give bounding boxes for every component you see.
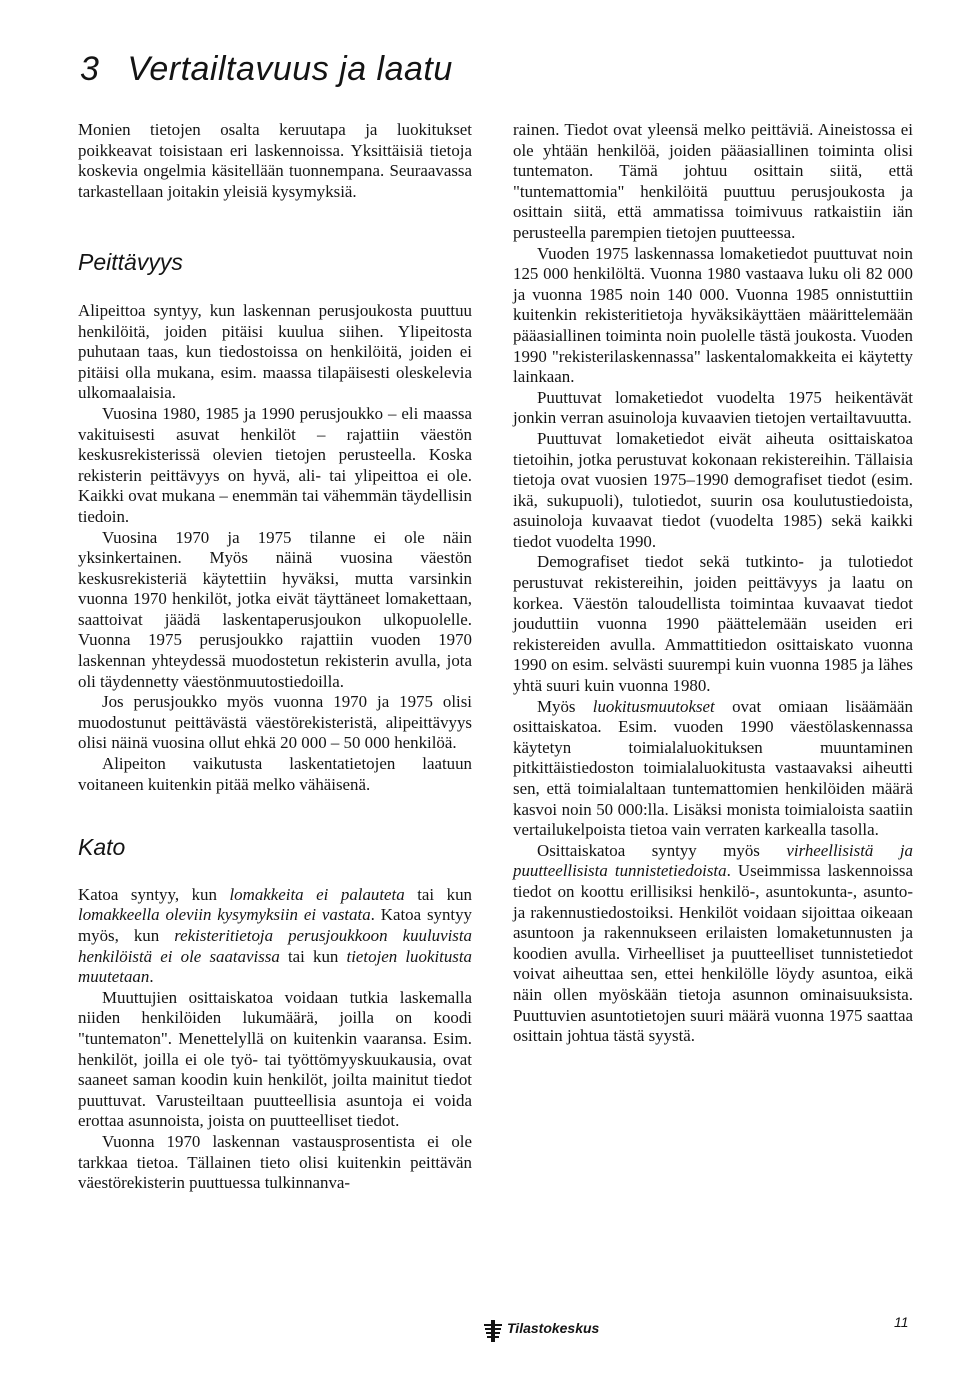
paragraph [513,697,913,841]
tilastokeskus-logo-icon [484,1320,502,1342]
text-run: . Katoa syntyy myös, kun [78,905,473,945]
left-column [78,120,472,1194]
text-run: Osittaiskatoa syntyy myös [537,840,787,860]
paragraph: Vuoden 1975 laskennassa lomaketiedot puuttuvat noin 125 000 henkilöltä. Vuonna 1980 vastaava luku oli 82 000 ja vuonna 1985 noin 140 000. Vuonna 1985 onnistuttiin kuitenkin rekisteritietoja hyväksikäyttäen määrittelemään pääasiallinen toiminta noin puolelle tästä joukosta. Vuoden 1990 "rekisterilaskennassa" laskentalomakkeita ei käytetty lainkaan. [513,243,913,387]
chapter-number: 3 [80,50,100,88]
text-run: Myös [537,696,593,716]
paragraph: Vuonna 1970 laskennan vastausprosentista ei ole tarkkaa tietoa. Tällainen tieto olisi kuitenkin peittävän väestörekisterin puuttuessa tulkinnanva- [78,1131,472,1193]
emphasis: lomakkeella oleviin kysymyksiin ei vastata [78,905,371,925]
emphasis: luokitusmuutokset [592,696,715,716]
paragraph: Puuttuvat lomaketiedot vuodelta 1975 heikentävät jonkin verran asuinoloja kuvaavien tietojen vertailtavuutta. [513,387,913,428]
page-footer [0,1314,960,1350]
paragraph: Alipeiton vaikutusta laskentatietojen laatuun voitaneen kuitenkin pitää melko vähäisenä. [78,754,472,794]
emphasis: rekisteritietoja perusjoukkoon kuuluvista henkilöistä ei ole saatavissa [78,926,472,966]
paragraph: Alipeittoa syntyy, kun laskennan perusjoukosta puuttuu henkilöitä, joiden pitäisi kuulua siihen. Ylipeitosta puhutaan taas, kun tiedostoissa on henkilöitä, joiden ei pitäisi olla mukana, esim. maassa tilapäisesti oleskelevia ulkomaalaisia. [78,300,472,403]
emphasis: tietojen luokitusta muutetaan [78,946,472,987]
paragraph [78,885,472,988]
right-column [513,120,913,1047]
section-heading-kato: Kato [78,834,126,861]
text-run: tai kun [404,884,472,904]
paragraph: Vuosina 1980, 1985 ja 1990 perusjoukko – eli maassa vakituisesti asuvat henkilöt – rajattiin väestön keskusrekisterissä olevien tietojen perusteella. Koska rekisterin peittävyys on hyvä, ali- tai ylipeittoa ei ole. Kaikki ovat mukana – enemmän tai vähemmän täydellisin tiedoin. [78,403,472,526]
text-run: tai kun [279,946,347,966]
emphasis: virheellisistä ja puutteellisista tunnistetiedoista [513,840,913,881]
text-run: . [149,967,154,987]
paragraph [513,841,913,1047]
paragraph: Muuttujien osittaiskatoa voidaan tutkia laskemalla niiden henkilöiden lukumäärä, joilla on koodi "tuntematon". Menettelyllä on kuitenkin vaaransa. Esim. henkilöt, joilla ei ole työ- tai työttömyyskuukausia, ovat saaneet saman koodin kuin henkilöt, joilta mainitut tiedot puuttuvat. Varusteiltaan puutteellisia asuntoja ei voida erottaa asunnoista, joista on puutteelliset tiedot. [78,987,472,1131]
paragraph: rainen. Tiedot ovat yleensä melko peittäviä. Aineistossa ei ole yhtään henkilöä, joiden pääasiallinen toiminta olisi tuntematon. Tämä johtuu osittain siitä, että "tuntemattomia" henkilöitä puuttuu perusjoukosta ja osittain siitä, että ammatissa toimivuus ratkaistiin iän perusteella parempien tietojen puutteessa. [513,120,913,242]
paragraph: Jos perusjoukko myös vuonna 1970 ja 1975 olisi muodostunut peittävästä väestörekisteristä, alipeittävyys olisi näinä vuosina ollut ehkä 20 000 – 50 000 henkilöä. [78,692,472,753]
chapter-title-text: Vertailtavuus ja laatu [127,50,453,88]
section-heading-peittavyys: Peittävyys [78,249,183,276]
footer-brand: Tilastokeskus [507,1320,600,1336]
paragraph: Vuosina 1970 ja 1975 tilanne ei ole näin yksinkertainen. Myös näinä vuosina väestön keskusrekisteriä käytettiin hyväksi, mutta varsinkin vuonna 1970 henkilöt, jotka eivät täyttäneet lomakettaan, saattoivat jäädä laskentaperusjoukon ulkopuolelle. Vuonna 1975 perusjoukko rajattiin vuoden 1970 laskennan yhteydessä muodostetun rekisterin avulla, jota oli täydennetty väestönmuutostiedoilla. [78,527,472,691]
intro-paragraph: Monien tietojen osalta keruutapa ja luokitukset poikkeavat toisistaan eri laskennoissa. Yksittäisiä tietoja koskevia ongelmia käsitellään tuonnempana. Seuraavassa tarkastellaan joitakin yleisiä kysymyksiä. [78,120,472,201]
page-number: 11 [894,1314,909,1330]
text-run: ovat omiaan lisäämään osittaiskatoa. Esim. vuoden 1990 väestölaskennassa käytetyn toimialaluokituksen muuntaminen pitkittäistiedoston toimialaluokitusta vastaavaksi aiheutti sen, että toimialaltaan tuntemattomien henkilöiden määrä kasvoi noin 50 000:lla. Lisäksi monista toimialoista saatiin vertailukelpoista tietoa vain verraten karkealla tasolla. [513,696,913,840]
emphasis: lomakkeita ei palauteta [229,884,405,904]
chapter-title [80,50,900,89]
text-run: Katoa syntyy, kun [78,884,230,904]
text-run: . Useimmissa laskennoissa tiedot on koottu erillisiksi henkilö-, asuntokunta-, asunto- ja rakennustiedostoiksi. Henkilöt voidaan sijoittaa oikeaan asuntoon ja rakennukseen erilaisten lomaketunnusten ja koodien avulla. Virheelliset ja puutteelliset tunnistetiedot voivat aiheuttaa sen, ettei henkilölle löydy asuntoa, eikä näin ollen myöskään tietoja asunnon ominaisuuksista. Puuttuvien asuntotietojen suuri määrä vuonna 1975 saattaa osittain johtua tästä syystä. [513,861,913,1046]
paragraph: Puuttuvat lomaketiedot eivät aiheuta osittaiskatoa tietoihin, jotka perustuvat kokonaan rekistereihin. Tällaisia tietoja ovat vuosien 1975–1990 demografiset tiedot (esim. ikä, sukupuoli), tulotiedot, suurin osa koulutustiedoista, asuinoloja kuvaavat tiedot (vuodelta 1985) sekä kaikki tiedot vuodelta 1990. [513,428,913,551]
paragraph: Demografiset tiedot sekä tutkinto- ja tulotiedot perustuvat rekistereihin, joiden peittävyys ja laatu on korkea. Väestön taloudellista toimintaa kuvaavat tiedot jouduttiin vuonna 1990 päättelemään useiden eri rekistereiden avulla. Ammattitiedon osittaiskato vuonna 1990 on esim. selvästi suurempi kuin vuonna 1985 ja lähes yhtä suuri kuin vuonna 1980. [513,552,913,696]
